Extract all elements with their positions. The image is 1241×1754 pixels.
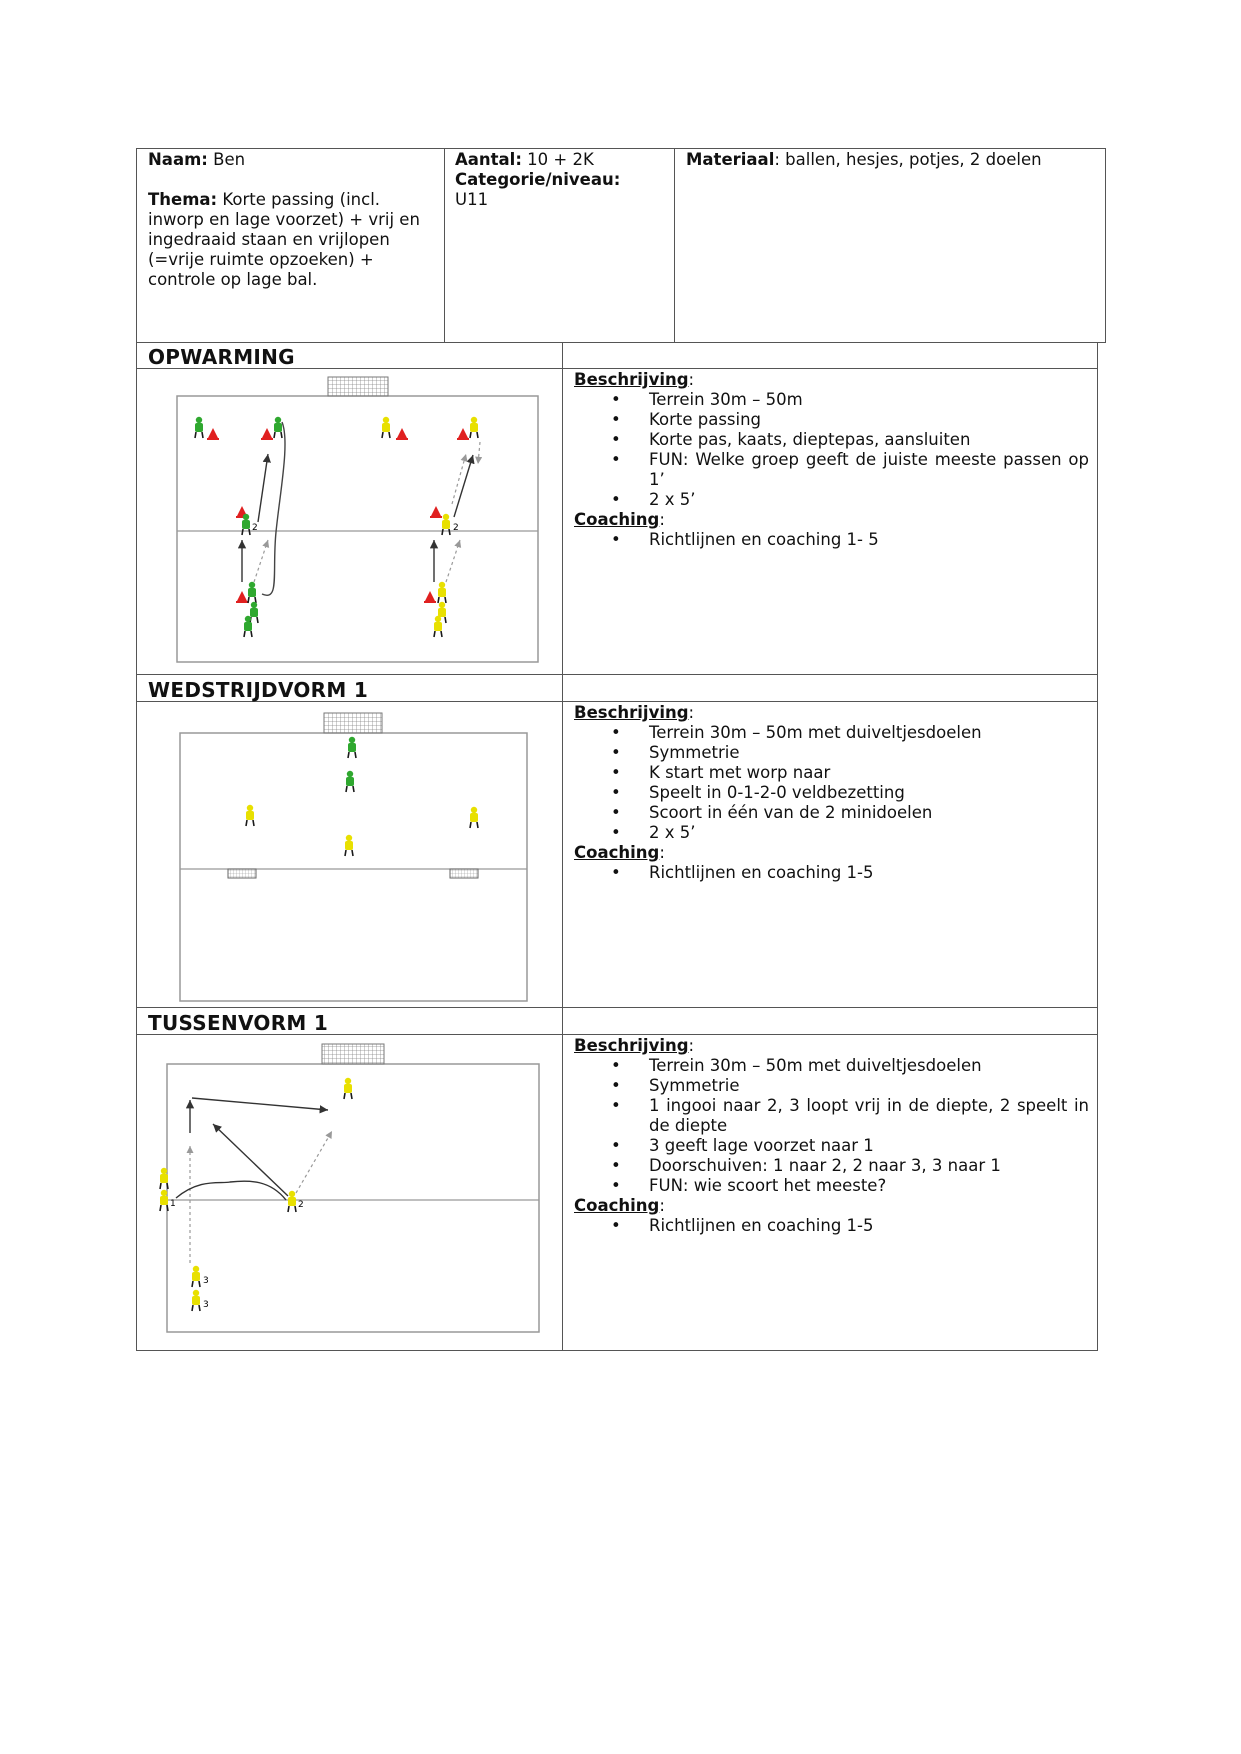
header-naam [148,150,438,170]
desc-item: • FUN: Welke groep geeft de juiste meeste passen op 1’ [574,450,1089,490]
coach-item: • Richtlijnen en coaching 1-5 [574,1216,1089,1236]
coach-label: Coaching [574,843,660,862]
header-materiaal [686,150,1096,170]
desc-item: • K start met worp naar [574,763,1089,783]
player-number: 3 [203,1300,209,1310]
desc-item: • 2 x 5’ [574,823,1089,843]
naam-label: Naam: [148,150,208,169]
goal-net [322,1044,384,1064]
desc-item: • Speelt in 0-1-2-0 veldbezetting [574,783,1089,803]
field [177,396,538,662]
section-title-wedstrijdvorm: WEDSTRIJDVORM 1 [148,678,369,702]
desc-label: Beschrijving [574,370,689,389]
player-number: 2 [252,523,258,533]
desc-item: • Symmetrie [574,1076,1089,1096]
goal-net [324,713,382,733]
desc-item: • Korte pas, kaats, dieptepas, aansluiten [574,430,1089,450]
desc-item: • Scoort in één van de 2 minidoelen [574,803,1089,823]
header-thema [148,190,438,290]
desc-label: Beschrijving [574,1036,689,1055]
player-number: 3 [203,1276,209,1286]
player-number: 1 [170,1199,176,1209]
desc-item: • 2 x 5’ [574,490,1089,510]
desc-item: • Doorschuiven: 1 naar 2, 2 naar 3, 3 naar 1 [574,1156,1089,1176]
naam-value: Ben [207,150,246,169]
diagram-opwarming [140,372,558,672]
player-yellow [160,1168,168,1189]
section-1-text: Beschrijving: • Terrein 30m – 50m • Korte passing • Korte pas, kaats, dieptepas, aansluiten • FUN: Welke groep geeft de juiste meeste passen op 1’ • 2 x 5’ Coaching: • Richtlijnen en coaching 1- 5 [574,370,1089,550]
row-line [136,1007,1098,1008]
section-2-text: Beschrijving: • Terrein 30m – 50m met duiveltjesdoelen • Symmetrie • K start met worp naar • Speelt in 0-1-2-0 veldbezetting • Scoort in één van de 2 minidoelen • 2 x 5’ Coaching: • Richtlijnen en coaching 1-5 [574,703,1089,883]
desc-item: • FUN: wie scoort het meeste? [574,1176,1089,1196]
coach-label: Coaching [574,1196,660,1215]
section-title-tussenvorm: TUSSENVORM 1 [148,1011,329,1035]
materiaal-label: Materiaal [686,150,775,169]
categorie-label: Categorie/niveau: [455,170,621,189]
desc-item: • Terrein 30m – 50m [574,390,1089,410]
header-divider-2 [674,148,675,343]
thema-value: Korte passing (incl. inworp en lage voorzet) + vrij en ingedraaid staan en vrijlopen (=vrije ruimte opzoeken) + controle op lage bal. [148,190,420,289]
desc-label: Beschrijving [574,703,689,722]
sections-mid-divider [562,342,563,1351]
section-3-text: Beschrijving: • Terrein 30m – 50m met duiveltjesdoelen • Symmetrie • 1 ingooi naar 2, 3 loopt vrij in de diepte, 2 speelt in de diepte • 3 geeft lage voorzet naar 1 • Doorschuiven: 1 naar 2, 2 naar 3, 3 naar 1 • FUN: wie scoort het meeste? Coaching: • Richtlijnen en coaching 1-5 [574,1036,1089,1236]
categorie-value: U11 [455,190,489,209]
coach-label: Coaching [574,510,660,529]
goal-net [328,377,388,396]
player-number: 2 [453,523,459,533]
desc-item: • Terrein 30m – 50m met duiveltjesdoelen [574,1056,1089,1076]
mini-goal [228,869,256,878]
desc-item: • Terrein 30m – 50m met duiveltjesdoelen [574,723,1089,743]
header-divider-1 [444,148,445,343]
field [167,1064,539,1332]
materiaal-value: : ballen, hesjes, potjes, 2 doelen [774,150,1042,169]
aantal-label: Aantal: [455,150,522,169]
player-yellow [160,1190,168,1211]
diagram-wedstrijdvorm [140,705,558,1005]
coach-item: • Richtlijnen en coaching 1- 5 [574,530,1089,550]
desc-item: • Korte passing [574,410,1089,430]
mini-goal [450,869,478,878]
player-number: 2 [298,1200,304,1210]
diagram-tussenvorm [140,1038,558,1348]
header-aantal [455,150,670,210]
thema-label: Thema: [148,190,218,209]
coach-item: • Richtlijnen en coaching 1-5 [574,863,1089,883]
aantal-value: 10 + 2K [521,150,594,169]
section-title-opwarming: OPWARMING [148,345,295,369]
desc-item: • 1 ingooi naar 2, 3 loopt vrij in de diepte, 2 speelt in de diepte [574,1096,1089,1136]
desc-item: • 3 geeft lage voorzet naar 1 [574,1136,1089,1156]
field [180,733,527,1001]
desc-item: • Symmetrie [574,743,1089,763]
row-line [136,674,1098,675]
